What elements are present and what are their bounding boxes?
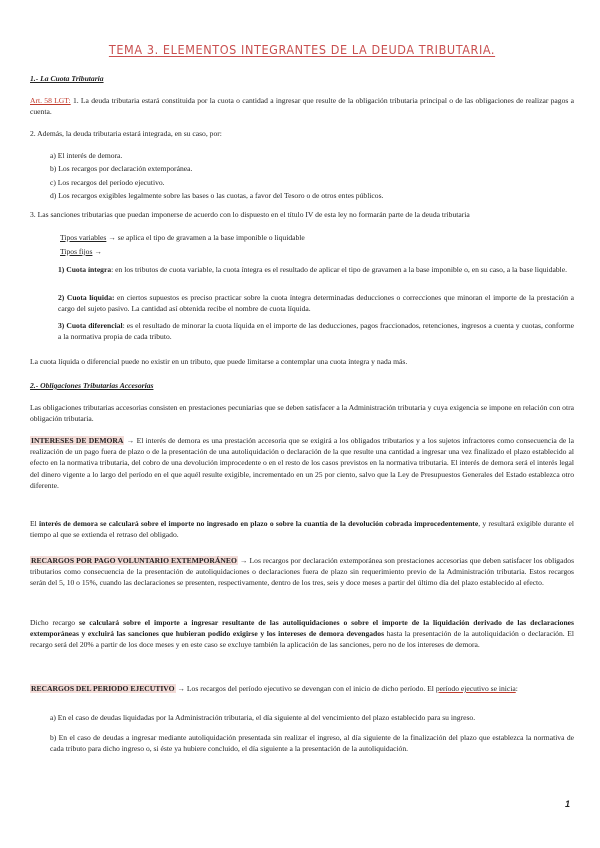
recargos-ejecutivo: RECARGOS DEL PERIODO EJECUTIVO → Los recargos del período ejecutivo se devengan con el inicio de dicho período. El período ejecutivo se inicia: <box>31 684 518 693</box>
cuota-integra: 1) Cuota íntegra: en los tributos de cuota variable, la cuota íntegra es el resultado de aplicar el tipo de gravamen a la base imponible o, en su caso, a la base liquidable. <box>58 265 568 274</box>
list-item: b) En el caso de deudas a ingresar mediante autoliquidación presentada sin realizar el ingreso, al día siguiente de la finalización del plazo que establezca la normativa de cada tributo para dicho ingreso o, si éste ya hubiere concluido, el día siguiente a la presentación de la autoliquidación. <box>50 733 574 754</box>
intereses-demora: INTERESES DE DEMORA → El interés de demora es una prestación accesoria que se exigirá a los obligados tributarios y a los sujetos infractores como consecuencia de la realización de un pago fuera de plazo o de la presentación de una autoliquidación o declaración de la que resulte una cantidad a ingresar una vez finalizado el plazo establecido al efecto en la normativa tributaria, del cobro de una devolución improcedente o en el resto de los casos previstos en la normativa tributaria. El interés de demora será el interés legal del dinero vigente a lo largo del período en el que aquél resulte exigible, incrementado en un 25 por ciento, salvo que la Ley de Presupuestos Generales del Estado establezca otro diferente. <box>30 436 575 490</box>
article-reference-link[interactable]: Art. 58 LGT: <box>30 96 71 105</box>
list-item: a) El interés de demora. <box>50 151 123 160</box>
list-item: d) Los recargos exigibles legalmente sobre las bases o las cuotas, a favor del Tesoro o de otros entes públicos. <box>50 191 384 200</box>
tipos-variables: Tipos variables → se aplica el tipo de gravamen a la base imponible o liquidable <box>60 233 305 242</box>
list-item: c) Los recargos del período ejecutivo. <box>50 178 165 187</box>
page-number: 1 <box>564 799 570 809</box>
intereses-calculo: El interés de demora se calculará sobre el importe no ingresado en plazo o sobre la cuantía de la devolución cobrada improcedentemente, y resultará exigible durante el tiempo al que se extienda el retraso del obligado. <box>30 519 574 540</box>
tipos-fijos: Tipos fijos → <box>60 247 102 256</box>
recargos-extemporaneo: RECARGOS POR PAGO VOLUNTARIO EXTEMPORÁNEO → Los recargos por declaración extemporánea son prestaciones accesorias que deben satisfacer los obligados tributarios como consecuencia de la presentación de autoliquidaciones o declaraciones fuera de plazo sin requerimiento previo de la Administración tributaria. Estos recargos serán del 5, 10 o 15%, cuando las declaraciones se presenten, respectivamente, dentro de los tres, seis y doce meses a partir del último día del plazo establecido al efecto. <box>30 556 575 588</box>
paragraph-art58: Art. 58 LGT: 1. La deuda tributaria estará constituida por la cuota o cantidad a ingresar que resulte de la obligación tributaria principal o de las obligaciones de realizar pagos a cuenta. <box>30 96 574 117</box>
paragraph-accesorias: Las obligaciones tributarias accesorias consisten en prestaciones pecuniarias que se deben satisfacer a la Administración tributaria y cuya exigencia se impone en relación con otra obligación tributaria. <box>30 403 574 424</box>
highlight-label: INTERESES DE DEMORA <box>31 436 124 445</box>
cuota-diferencial: 3) Cuota diferencial: es el resultado de minorar la cuota líquida en el importe de las deducciones, pagos fraccionados, retenciones, ingresos a cuenta y cuotas, conforme a la normativa propia de cada tributo. <box>58 321 574 342</box>
highlight-label: RECARGOS DEL PERIODO EJECUTIVO <box>31 684 175 693</box>
list-item: b) Los recargos por declaración extemporánea. <box>50 164 193 173</box>
list-item: a) En el caso de deudas liquidadas por la Administración tributaria, el día siguiente al del vencimiento del plazo establecido para su ingreso. <box>50 713 476 722</box>
section-heading-2: 2.- Obligaciones Tributarias Accesorias <box>30 381 154 390</box>
page-title: TEMA 3. ELEMENTOS INTEGRANTES DE LA DEUDA TRIBUTARIA. <box>108 42 496 57</box>
section-heading-1: 1.- La Cuota Tributaria <box>30 74 104 83</box>
paragraph-3: 3. Las sanciones tributarias que puedan imponerse de acuerdo con lo dispuesto en el título IV de esta ley no formarán parte de la deuda tributaria <box>30 210 470 219</box>
cuota-liquida: 2) Cuota líquida: en ciertos supuestos es preciso practicar sobre la cuota íntegra determinadas deducciones o correcciones que minoran el importe de la prestación a cargo del sujeto pasivo. La cantidad así obtenida recibe el nombre de cuota líquida. <box>58 293 574 314</box>
paragraph-cuota: La cuota líquida o diferencial puede no existir en un tributo, que puede limitarse a contemplar una cuota íntegra y nada más. <box>30 357 408 366</box>
recargos-calculo: Dicho recargo se calculará sobre el importe a ingresar resultante de las autoliquidaciones o sobre el importe de la liquidación derivado de las declaraciones extemporáneas y excluirá las sanciones que hubieran podido exigirse y los intereses de demora devengados hasta la presentación de la autoliquidación o declaración. El recargo será del 20% a partir de los doce meses y en este caso se excluye también la aplicación de las sanciones, pero no de los intereses de demora. <box>30 618 575 650</box>
highlight-label: RECARGOS POR PAGO VOLUNTARIO EXTEMPORÁNEO <box>31 556 237 565</box>
paragraph-2: 2. Además, la deuda tributaria estará integrada, en su caso, por: <box>30 129 222 138</box>
